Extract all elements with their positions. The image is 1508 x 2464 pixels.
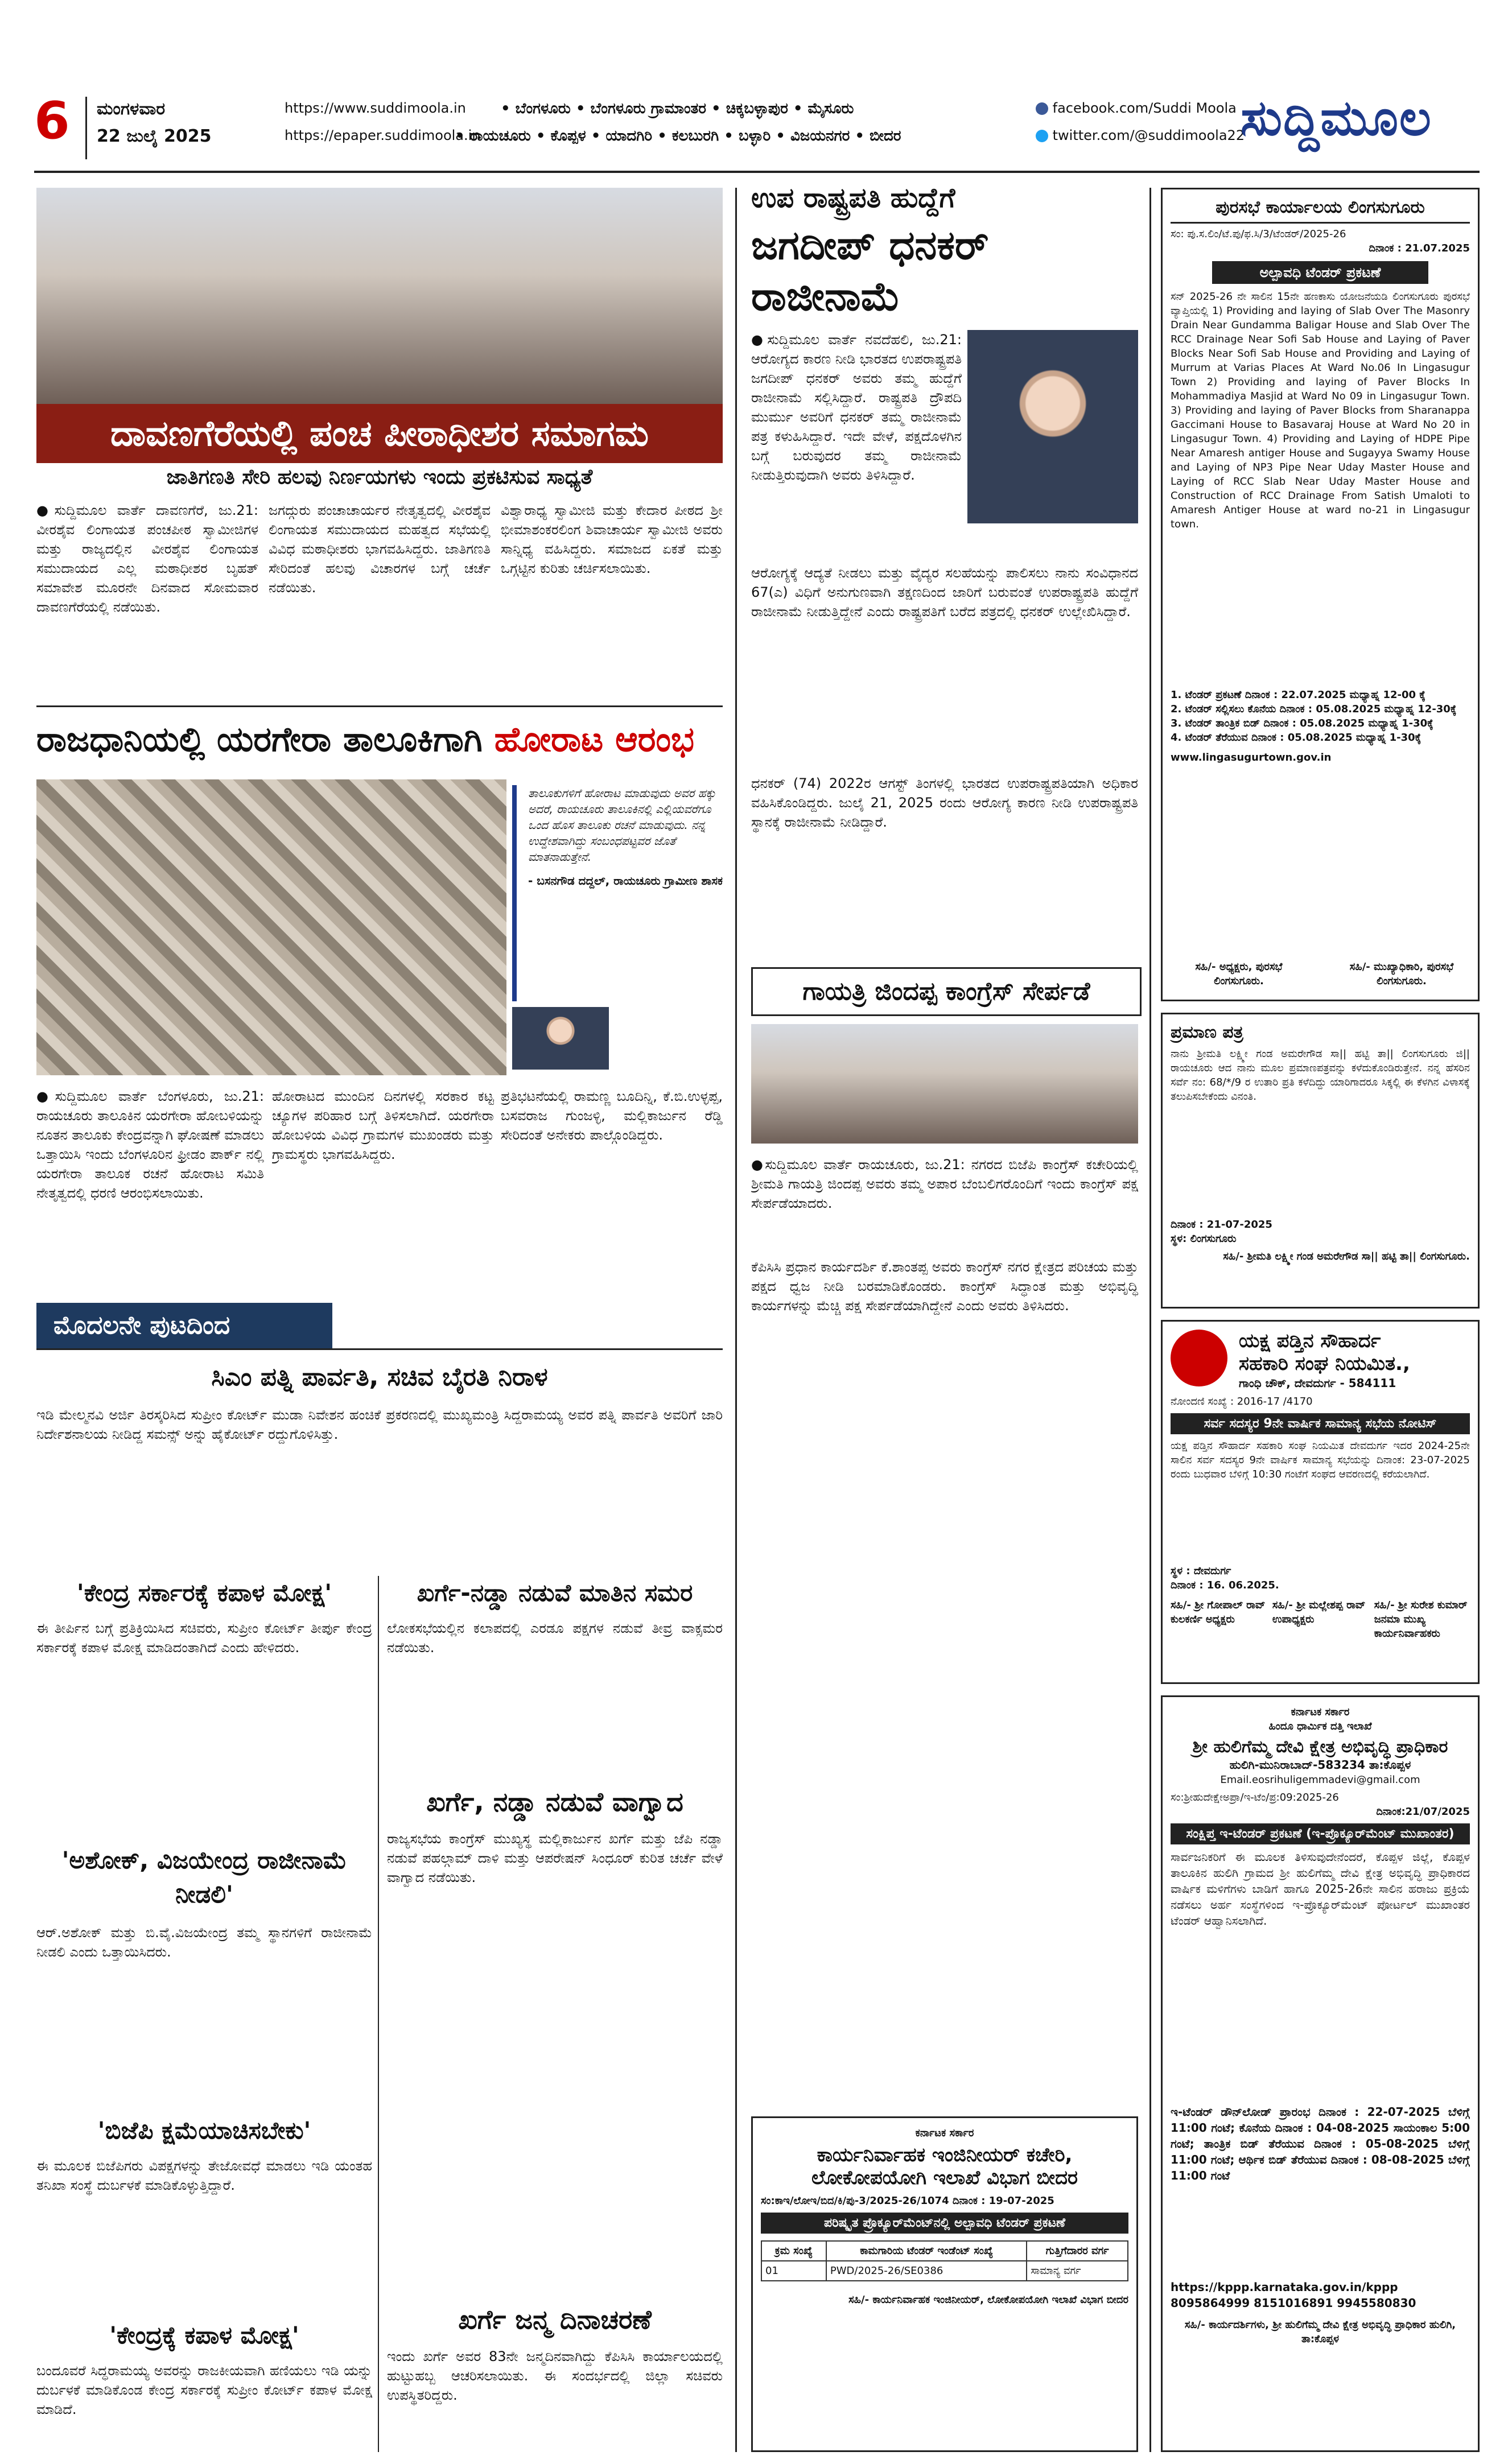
protest-photo (36, 779, 506, 1075)
pwd-td-1: 01 (761, 2261, 826, 2281)
temple-date: ದಿನಾಂಕ:21/07/2025 (1376, 1806, 1470, 1818)
tender-schedule-1: 1. ಟೆಂಡರ್ ಪ್ರಕಟಣೆ ದಿನಾಂಕ : 22.07.2025 ಮಧ್ಯಾಹ್ನ 12-00 ಕ್ಕೆ (1171, 689, 1425, 701)
vice-president-photo (967, 330, 1138, 523)
story4-body: ●ಸುದ್ದಿಮೂಲ ವಾರ್ತೆ ರಾಯಚೂರು, ಜು.21: ನಗರದ ಬಿಜೆಪಿ ಕಾಂಗ್ರೆಸ್ ಕಚೇರಿಯಲ್ಲಿ ಶ್ರೀಮತಿ ಗಾಯತ್ರಿ ಜಿಂದಪ್ಪ ಅವರು ತಮ್ಮ ಅಪಾರ ಬೆಂಬಲಿಗರೊಂದಿಗೆ ಇಂದು ಕಾಂಗ್ರೆಸ್ ಪಕ್ಷ ಸೇರ್ಪಡೆಯಾದರು. (751, 1157, 1138, 1211)
story3-headline-3: ರಾಜೀನಾಮೆ (751, 273, 900, 320)
temple-title: ಶ್ರೀ ಹುಲಿಗೆಮ್ಮ ದೇವಿ ಕ್ಷೇತ್ರ ಅಭಿವೃದ್ಧಿ ಪ್ರಾಧಿಕಾರ (1192, 1737, 1448, 1757)
story2-headline-part2: ಹೋರಾಟ ಆರಂಭ (494, 720, 695, 760)
cooperative-body: ಯಕ್ಷ ಪಡ್ತಿನ ಸೌಹಾರ್ದ ಸಹಕಾರಿ ಸಂಘ ನಿಯಮಿತ ದೇವದುರ್ಗ ಇದರ 2024-25ನೇ ಸಾಲಿನ ಸರ್ವ ಸದಸ್ಯರ 9ನೇ ವಾರ್ಷಿಕ ಸಾಮಾನ್ಯ ಸಭೆಯನ್ನು ದಿನಾಂಕ: 23-07-2025 ರಂದು ಬುಧವಾರ ಬೆಳಿಗ್ಗೆ 10:30 ಗಂಟೆಗೆ ಸಂಘದ ಆವರಣದಲ್ಲಿ ಕರೆಯಲಾಗಿದೆ. (1171, 1440, 1470, 1480)
certificate-place: ಸ್ಥಳ: ಲಿಂಗಸುಗೂರು (1171, 1233, 1237, 1245)
tender-schedule-2: 2. ಟೆಂಡರ್ ಸಲ್ಲಿಸಲು ಕೊನೆಯ ದಿನಾಂಕ : 05.08.2025 ಮಧ್ಯಾಹ್ನ 12-30ಕ್ಕೆ (1171, 703, 1457, 715)
url-epaper-link[interactable]: https://epaper.suddimoola.in (285, 127, 481, 143)
cooperative-notice: ಸರ್ವ ಸದಸ್ಯರ 9ನೇ ವಾರ್ಷಿಕ ಸಾಮಾನ್ಯ ಸಭೆಯ ನೋಟಿಸ್ (1171, 1413, 1470, 1434)
tender-body: ಸನ್ 2025-26 ನೇ ಸಾಲಿನ 15ನೇ ಹಣಕಾಸು ಯೋಜನೆಯಡಿ ಲಿಂಗಸುಗೂರು ಪುರಸಭೆ ವ್ಯಾಪ್ತಿಯಲ್ಲಿ 1) Providing and laying of Slab Over The Masonry Drain Near Gundamma Baligar House and Slab Over The RCC Drainage Near Sofi Sab House and Laying of Paver Blocks Near Sofi Sab House and Providing and Laying of Murrum at Varias Places At Ward No.06 In Lingasugur Town 2) Providing and laying of Paver Blocks In Mohammadiya Masjid at Ward No 09 in Lingasugur Town. 3) Providing and laying of Paver Blocks from Sharanappa Gaccimani House to Basavaraj House at Ward No 20 in Lingasugur Town. 4) Providing and Laying of HDPE Pipe Near Amaresh antiger House and Sugayya Swamy House and Laying of NP3 Pipe Near Uday Master House and Laying of RCC Slab Near Uday Master House and Construction of RCC Drainage From Satish Umaloti to Amaresh Antiger House at ward no-21 in Lingasugur town. (1171, 291, 1470, 530)
story2-body-col3: ಪ್ರತಿಭಟನೆಯಲ್ಲಿ ರಾಮಣ್ಣ ಬೂದಿನ್ನಿ, ಕೆ.ಬಿ.ಉಳ್ಳಪ್ಪ, ಬಸವರಾಜ ಗುಂಜಳ್ಳಿ, ಮಲ್ಲಿಕಾರ್ಜುನ ರೆಡ್ಡಿ ಸೇರಿದಂತೆ ಅನೇಕರು ಪಾಲ್ಗೊಂಡಿದ್ದರು. (501, 1088, 723, 1143)
cont-body-6: ಲೋಕಸಭೆಯಲ್ಲಿನ ಕಲಾಪದಲ್ಲಿ ಎರಡೂ ಪಕ್ಷಗಳ ನಡುವೆ ತೀವ್ರ ವಾಕ್ಸಮರ ನಡೆಯಿತು. (387, 1620, 723, 1656)
cities-row-1: • ಬೆಂಗಳೂರು • ಬೆಂಗಳೂರು ಗ್ರಾಮಾಂತರ • ಚಿಕ್ಕಬಳ್ಳಾಪುರ • ಮೈಸೂರು (501, 100, 854, 117)
story1-headline: ದಾವಣಗೆರೆಯಲ್ಲಿ ಪಂಚ ಪೀಠಾಧೀಶರ ಸಮಾಗಮ (110, 412, 649, 454)
tender-ref: ಸಂ: ಪು.ಸ.ಲಿಂ/ಟೆ.ಪು/ಫ.ಸಿ/3/ಟೆಂಡರ್/2025-26 (1171, 228, 1346, 240)
header-day: ಮಂಗಳವಾರ (97, 99, 166, 119)
masthead-logo: ಸುದ್ದಿಮೂಲ (1241, 90, 1432, 147)
pwd-gov: ಕರ್ನಾಟಕ ಸರ್ಕಾರ (915, 2127, 974, 2139)
cont-headline-3: 'ಅಶೋಕ್, ವಿಜಯೇಂದ್ರ ರಾಜೀನಾಮೆ ನೀಡಲಿ' (61, 1846, 347, 1908)
story2-quote: ತಾಲೂಕುಗಳಿಗೆ ಹೋರಾಟ ಮಾಡುವುದು ಅವರ ಹಕ್ಕು ಅದರೆ, ರಾಯಚೂರು ತಾಲೂಕಿನಲ್ಲಿ ಎಲ್ಲಿಯವರೆಗೂ ಒಂದ ಹೊಸ ತಾಲೂಕು ರಚನೆ ಮಾಡುವುದು. ನನ್ನ ಉದ್ದೇಶವಾಗಿದ್ದು ಸಂಬಂಧಪಟ್ಟವರ ಜೊತೆ ಮಾತನಾಡುತ್ತೇನೆ. (528, 786, 716, 864)
page-header (34, 90, 1480, 171)
pwd-th-2: ಕಾಮಗಾರಿಯ ಟೆಂಡರ್ ಇಂಡೆಂಟ್ ಸಂಖ್ಯೆ (826, 2241, 1027, 2261)
header-date: 22 ಜುಲೈ 2025 (97, 126, 212, 146)
cooperative-signs (1171, 1598, 1470, 1641)
story1-body-col3: ವಿಶ್ವಾರಾಧ್ಯ ಸ್ವಾಮೀಜಿ ಮತ್ತು ಕೇದಾರ ಪೀಠದ ಶ್ರೀ ಭೀಮಾಶಂಕರಲಿಂಗ ಶಿವಾಚಾರ್ಯ ಸ್ವಾಮೀಜಿ ಅವರು ಸಾನ್ನಿಧ್ಯ ವಹಿಸಿದ್ದರು. ಸಮಾಜದ ಏಕತೆ ಮತ್ತು ಒಗ್ಗಟ್ಟಿನ ಕುರಿತು ಚರ್ಚಿಸಲಾಯಿತು. (501, 502, 723, 576)
section-head-rule (36, 1348, 723, 1350)
cooperative-sign-2: ಸಹಿ/- ಶ್ರೀ ಮಲ್ಲೇಶಪ್ಪ ರಾವ್ ಉಪಾಧ್ಯಕ್ಷರು (1272, 1599, 1366, 1625)
twitter-icon (1036, 130, 1048, 142)
temple-tender-ad (1161, 1695, 1480, 2452)
tender-sign-right: ಸಹಿ/- ಮುಖ್ಯಾಧಿಕಾರಿ, ಪುರಸಭೆ ಲಿಂಗಸುಗೂರು. (1349, 961, 1454, 987)
seers-photo (36, 188, 723, 404)
tender-schedule-3: 3. ಟೆಂಡರ್ ತಾಂತ್ರಿಕ ಬಿಡ್ ದಿನಾಂಕ : 05.08.2025 ಮಧ್ಯಾಹ್ನ 1-30ಕ್ಕೆ (1171, 717, 1433, 729)
cont-body-8: ಇಂದು ಖರ್ಗೆ ಅವರ 83ನೇ ಜನ್ಮದಿನವಾಗಿದ್ದು ಕೆಪಿಸಿಸಿ ಕಾರ್ಯಾಲಯದಲ್ಲಿ ಹುಟ್ಟುಹಬ್ಬ ಆಚರಿಸಲಾಯಿತು. ಈ ಸಂದರ್ಭದಲ್ಲಿ ಜಿಲ್ಲಾ ಸಚಿವರು ಉಪಸ್ಥಿತರಿದ್ದರು. (387, 2349, 723, 2403)
tender-schedule-4: 4. ಟೆಂಡರ್ ತೆರೆಯುವ ದಿನಾಂಕ : 05.08.2025 ಮಧ್ಯಾಹ್ನ 1-30ಕ್ಕೆ (1171, 732, 1422, 744)
cont-body-1: ಇಡಿ ಮೇಲ್ಮನವಿ ಅರ್ಜಿ ತಿರಸ್ಕರಿಸಿದ ಸುಪ್ರೀಂ ಕೋರ್ಟ್ ಮುಡಾ ನಿವೇಶನ ಹಂಚಿಕೆ ಪ್ರಕರಣದಲ್ಲಿ ಮುಖ್ಯಮಂತ್ರಿ ಸಿದ್ದರಾಮಯ್ಯ ಅವರ ಪತ್ನಿ ಪಾರ್ವತಿ ಅವರಿಗೆ ಜಾರಿ ನಿರ್ದೇಶನಾಲಯ ನೀಡಿದ್ದ ಸಮನ್ಸ್ ಅನ್ನು ಹೈಕೋರ್ಟ್ ರದ್ದುಗೊಳಿಸಿತ್ತು. (36, 1407, 723, 1442)
cont-headline-4: 'ಬಿಜೆಪಿ ಕ್ಷಮೆಯಾಚಿಸಬೇಕು' (97, 2116, 311, 2144)
cooperative-sign-1: ಸಹಿ/- ಶ್ರೀ ಗೋಪಾಲ್ ರಾವ್ ಕುಲಕರ್ಣಿ ಅಧ್ಯಕ್ಷರು (1171, 1599, 1266, 1625)
twitter-link[interactable] (1036, 127, 1245, 143)
cont-body-2: ಈ ತೀರ್ಪಿನ ಬಗ್ಗೆ ಪ್ರತಿಕ್ರಿಯಿಸಿದ ಸಚಿವರು, ಸುಪ್ರೀಂ ಕೋರ್ಟ್ ತೀರ್ಪು ಕೇಂದ್ರ ಸರ್ಕಾರಕ್ಕೆ ಕಪಾಳ ಮೋಕ್ಷ ಮಾಡಿದಂತಾಗಿದೆ ಎಂದು ಹೇಳಿದರು. (36, 1620, 372, 1656)
story3-body-3: ಧನಕರ್ (74) 2022ರ ಆಗಸ್ಟ್ ತಿಂಗಳಲ್ಲಿ ಭಾರತದ ಉಪರಾಷ್ಟ್ರಪತಿಯಾಗಿ ಅಧಿಕಾರ ವಹಿಸಿಕೊಂಡಿದ್ದರು. ಜುಲೈ 21, 2025 ರಂದು ಆರೋಗ್ಯ ಕಾರಣ ನೀಡಿ ಉಪರಾಷ್ಟ್ರಪತಿ ಸ್ಥಾನಕ್ಕೆ ರಾಜೀನಾಮೆ ನೀಡಿದ್ದಾರೆ. (751, 775, 1138, 830)
cont-column-divider (378, 1576, 379, 2452)
temple-schedule: ಇ-ಟೆಂಡರ್ ಡೌನ್‌ಲೋಡ್ ಪ್ರಾರಂಭ ದಿನಾಂಕ : 22-07-2025 ಬೆಳಿಗ್ಗೆ 11:00 ಗಂಟೆ; ಕೊನೆಯ ದಿನಾಂಕ : 04-08-2025 ಸಾಯಂಕಾಲ 5:00 ಗಂಟೆ; ತಾಂತ್ರಿಕ ಬಿಡ್ ತೆರೆಯುವ ದಿನಾಂಕ : 05-08-2025 ಬೆಳಿಗ್ಗೆ 11:00 ಗಂಟೆ; ಆರ್ಥಿಕ ಬಿಡ್ ತೆರೆಯುವ ದಿನಾಂಕ : 08-08-2025 ಬೆಳಿಗ್ಗೆ 11:00 ಗಂಟೆ (1171, 2105, 1470, 2182)
cont-headline-8: ಖರ್ಗೆ ಜನ್ಮ ದಿನಾಚರಣೆ (458, 2304, 652, 2335)
story1-bottom-rule (36, 705, 723, 707)
cooperative-ad (1161, 1320, 1480, 1684)
cont-headline-5: 'ಕೇಂದ್ರಕ್ಕೆ ಕಪಾಳ ಮೋಕ್ಷ' (109, 2321, 299, 2349)
facebook-text: facebook.com/Suddi Moola (1052, 100, 1237, 116)
tender-date: ದಿನಾಂಕ : 21.07.2025 (1369, 242, 1470, 254)
story2-body-col2: ಹೋರಾಟದ ಮುಂದಿನ ದಿನಗಳಲ್ಲಿ ಸರಕಾರ ಕಟ್ಟ ಚ್ಯೂಗಳ ಪರಿಹಾರ ಬಗ್ಗೆ ತಿಳಿಸಲಾಗಿದೆ. ಯರಗೇರಾ ಹೋಬಳಿಯ ವಿವಿಧ ಗ್ರಾಮಗಳ ಮುಖಂಡರು ಮತ್ತು ಗ್ರಾಮಸ್ಥರು ಭಾಗವಹಿಸಿದ್ದರು. (272, 1088, 494, 1162)
cooperative-date: ದಿನಾಂಕ : 16. 06.2025. (1171, 1579, 1279, 1591)
tender-sign-left: ಸಹಿ/- ಅಧ್ಯಕ್ಷರು, ಪುರಸಭೆ ಲಿಂಗಸುಗೂರು. (1195, 961, 1283, 987)
congress-joining-photo (751, 1024, 1138, 1144)
url-website-link[interactable]: https://www.suddimoola.in (285, 100, 466, 116)
temple-dept: ಹಿಂದೂ ಧಾರ್ಮಿಕ ದತ್ತಿ ಇಲಾಖೆ (1268, 1720, 1372, 1732)
cont-headline-6: ಖರ್ಗೆ-ನಡ್ಡಾ ನಡುವೆ ಮಾತಿನ ಸಮರ (417, 1579, 693, 1607)
facebook-link[interactable] (1036, 100, 1237, 116)
section-head-text: ಮೊದಲನೇ ಪುಟದಿಂದ (53, 1311, 230, 1340)
pwd-sign: ಸಹಿ/- ಕಾರ್ಯನಿರ್ವಾಹಕ ಇಂಜಿನೀಯರ್, ಲೋಕೋಪಯೋಗಿ ಇಲಾಖೆ ವಿಭಾಗ ಬೀದರ (848, 2294, 1128, 2306)
header-rule (34, 171, 1480, 173)
tender-website[interactable]: www.lingasugurtown.gov.in (1171, 752, 1332, 763)
cont-body-7: ರಾಜ್ಯಸಭೆಯ ಕಾಂಗ್ರೆಸ್ ಮುಖ್ಯಸ್ಥ ಮಲ್ಲಿಕಾರ್ಜುನ ಖರ್ಗೆ ಮತ್ತು ಜೆಪಿ ನಡ್ಡಾ ನಡುವೆ ಪಹಲ್ಗಾಮ್ ದಾಳಿ ಮತ್ತು ಆಪರೇಷನ್ ಸಿಂಧೂರ್ ಕುರಿತ ಚರ್ಚೆ ವೇಳೆ ವಾಗ್ವಾದ ನಡೆಯಿತು. (387, 1831, 723, 1885)
temple-body: ಸಾರ್ವಜನಿಕರಿಗೆ ಈ ಮೂಲಕ ತಿಳಿಸುವುದೇನೆಂದರೆ, ಕೊಪ್ಪಳ ಜಿಲ್ಲೆ, ಕೊಪ್ಪಳ ತಾಲೂಕಿನ ಹುಲಿಗಿ ಗ್ರಾಮದ ಶ್ರೀ ಹುಲಿಗೆಮ್ಮ ದೇವಿ ಕ್ಷೇತ್ರ ಅಭಿವೃದ್ಧಿ ಪ್ರಾಧಿಕಾರದ ವಾರ್ಷಿಕ ಮಳಿಗೆಗಳು ಬಾಡಿಗೆ ಹಾಗೂ 2025-26ನೇ ಸಾಲಿನ ಹರಾಜು ಪ್ರಕ್ರಿಯೆ ನಡೆಸಲು ಅರ್ಹ ಸಂಸ್ಥೆಗಳಿಂದ ಇ-ಪ್ರೊಕ್ಯೂರ್‌ಮೆಂಟ್ ಪೋರ್ಟಲ್ ಮುಖಾಂತರ ಟೆಂಡರ್ ಆಹ್ವಾನಿಸಲಾಗಿದೆ. (1171, 1850, 1470, 1928)
pwd-td-2: PWD/2025-26/SE0386 (826, 2261, 1027, 2281)
temple-address: ಹುಲಿಗಿ-ಮುನಿರಾಬಾದ್-583234 ತಾ:ಕೊಪ್ಪಳ (1229, 1758, 1411, 1772)
story2-body-col1: ●ಸುದ್ದಿಮೂಲ ವಾರ್ತೆ ಬೆಂಗಳೂರು, ಜು.21: ರಾಯಚೂರು ತಾಲೂಕಿನ ಯರಗೇರಾ ಹೋಬಳಿಯನ್ನು ನೂತನ ತಾಲೂಕು ಕೇಂದ್ರವನ್ನಾಗಿ ಘೋಷಣೆ ಮಾಡಲು ಒತ್ತಾಯಿಸಿ ಇಂದು ಬೆಂಗಳೂರಿನ ಫ್ರೀಡಂ ಪಾರ್ಕ್ ನಲ್ಲಿ ಯರಗೇರಾ ತಾಲೂಕ ರಚನೆ ಹೋರಾಟ ಸಮಿತಿ ನೇತೃತ್ವದಲ್ಲಿ ಧರಣಿ ಆರಂಭಿಸಲಾಯಿತು. (36, 1088, 264, 1201)
temple-gov: ಕರ್ನಾಟಕ ಸರ್ಕಾರ (1291, 1706, 1350, 1718)
story3-headline-2: ಜಗದೀಪ್ ಧನಕರ್ (751, 222, 989, 269)
section-head-continued (36, 1303, 332, 1348)
pwd-th-1: ಕ್ರಮ ಸಂಖ್ಯೆ (761, 2241, 826, 2261)
cont-body-5: ಬಂದೂವರೆ ಸಿದ್ಧರಾಮಯ್ಯ ಅವರನ್ನು ರಾಜಕೀಯವಾಗಿ ಹಣಿಯಲು ಇಡಿ ಯನ್ನು ದುರ್ಬಳಕೆ ಮಾಡಿಕೊಂಡ ಕೇಂದ್ರ ಸರ್ಕಾರಕ್ಕೆ ಸುಪ್ರೀಂ ಕೋರ್ಟ್ ಕಪಾಳ ಮೋಕ್ಷ ಮಾಡಿದೆ. (36, 2363, 372, 2417)
cooperative-name-1: ಯಕ್ಷ ಪಡ್ತಿನ ಸೌಹಾರ್ದ (1239, 1330, 1381, 1352)
cooperative-sign-3: ಸಹಿ/- ಶ್ರೀ ಸುರೇಶ ಕುಮಾರ್ ಜನಮಾ ಮುಖ್ಯ ಕಾರ್ಯನಿರ್ವಾಹಕರು (1374, 1599, 1468, 1640)
story1-body-col2: ಜಗದ್ಗುರು ಪಂಚಾಚಾರ್ಯರ ನೇತೃತ್ವದಲ್ಲಿ ವೀರಶೈವ ಲಿಂಗಾಯತ ಸಮುದಾಯದ ಮಹತ್ವದ ಸಭೆಯಲ್ಲಿ ವಿವಿಧ ಮಠಾಧೀಶರು ಭಾಗವಹಿಸಿದ್ದರು. ಜಾತಿಗಣತಿ ಸೇರಿದಂತೆ ಹಲವು ವಿಚಾರಗಳ ಬಗ್ಗೆ ಚರ್ಚೆ ನಡೆಯಿತು. (269, 502, 491, 596)
certificate-body: ನಾನು ಶ್ರೀಮತಿ ಲಕ್ಷ್ಮೀ ಗಂಡ ಅಮರೇಗೌಡ ಸಾ|| ಹಟ್ಟಿ ತಾ|| ಲಿಂಗಸುಗೂರು ಜಿ|| ರಾಯಚೂರು ಆದ ನಾನು ಮೂಲ ಪ್ರಮಾಣಪತ್ರವನ್ನು ಕಳೆದುಕೊಂಡಿರುತ್ತೇನೆ. ನನ್ನ ಹೆಸರಿನ ಸರ್ವೆ ನಂ: 68/*/9 ರ ಉತಾರಿ ಪ್ರತಿ ಕಳೆದಿದ್ದು ಯಾರಿಗಾದರೂ ಸಿಕ್ಕಲ್ಲಿ ಈ ಕೆಳಗಿನ ವಿಳಾಸಕ್ಕೆ ತಲುಪಿಸಬೇಕೆಂದು ವಿನಂತಿ. (1171, 1048, 1470, 1103)
pwd-table (761, 2240, 1128, 2281)
cities-row-2: • ರಾಯಚೂರು • ಕೊಪ್ಪಳ • ಯಾದಗಿರಿ • ಕಲಬುರಗಿ • ಬಳ್ಳಾರಿ • ವಿಜಯನಗರ • ಬೀದರ (455, 127, 901, 145)
pwd-ref: ಸಂ:ಕಾಇ/ಲೋಇ/ಬಿದ/ಕಿ/ಪು-3/2025-26/1074 ದಿನಾಂಕ : 19-07-2025 (761, 2195, 1054, 2207)
cooperative-place: ಸ್ಥಳ : ದೇವದುರ್ಗ (1171, 1565, 1231, 1577)
header-divider (85, 97, 87, 159)
cont-headline-2: 'ಕೇಂದ್ರ ಸರ್ಕಾರಕ್ಕೆ ಕಪಾಳ ಮೋಕ್ಷ' (76, 1579, 332, 1607)
cooperative-name-2: ಸಹಕಾರಿ ಸಂಘ ನಿಯಮಿತ., (1239, 1352, 1410, 1375)
certificate-date: ದಿನಾಂಕ : 21-07-2025 (1171, 1219, 1272, 1231)
certificate-title: ಪ್ರಮಾಣ ಪತ್ರ (1171, 1022, 1243, 1042)
mla-photo (512, 1007, 609, 1070)
pwd-tender-ad (751, 2116, 1138, 2452)
story3-body-2: ಆರೋಗ್ಯಕ್ಕೆ ಆದ್ಯತೆ ನೀಡಲು ಮತ್ತು ವೈದ್ಯರ ಸಲಹೆಯನ್ನು ಪಾಲಿಸಲು ನಾನು ಸಂವಿಧಾನದ 67(ಎ) ವಿಧಿಗೆ ಅನುಗುಣವಾಗಿ ತಕ್ಷಣದಿಂದ ಜಾರಿಗೆ ಬರುವಂತೆ ಉಪರಾಷ್ಟ್ರಪತಿ ಹುದ್ದೆಗೆ ರಾಜೀನಾಮೆ ನೀಡುತ್ತಿದ್ದೇನೆ ಎಂದು ರಾಷ್ಟ್ರಪತಿಗೆ ಬರೆದ ಪತ್ರದಲ್ಲಿ ಧನಕರ್ ಉಲ್ಲೇಖಿಸಿದ್ದಾರೆ. (751, 565, 1138, 620)
temple-notice: ಸಂಕ್ಷಿಪ್ತ ಇ-ಟೆಂಡರ್ ಪ್ರಕಟಣೆ (ಇ-ಪ್ರೊಕ್ಯೂರ್‌ಮೆಂಟ್ ಮುಖಾಂತರ) (1171, 1823, 1470, 1844)
temple-website[interactable]: https://kppp.karnataka.gov.in/kppp (1171, 2280, 1398, 2294)
temple-email[interactable]: Email.eosrihuligemmadevi@gmail.com (1220, 1774, 1420, 1786)
pwd-td-3: ಸಾಮಾನ್ಯ ವರ್ಗ (1027, 2261, 1128, 2281)
story1-subhead: ಜಾತಿಗಣತಿ ಸೇರಿ ಹಲವು ನಿರ್ಣಯಗಳು ಇಂದು ಪ್ರಕಟಿಸುವ ಸಾಧ್ಯತೆ (166, 465, 593, 489)
tender-org: ಪುರಸಭೆ ಕಾರ್ಯಾಲಯ ಲಿಂಗಸುಗೂರು (1171, 197, 1470, 224)
cooperative-reg: ನೋಂದಣಿ ಸಂಖ್ಯೆ : 2016-17 /4170 (1171, 1396, 1313, 1408)
right-column-divider (1149, 188, 1151, 2452)
story4-headline-box (751, 967, 1142, 1016)
story3-body-1: ●ಸುದ್ದಿಮೂಲ ವಾರ್ತೆ ನವದೆಹಲಿ, ಜು.21: ಆರೋಗ್ಯದ ಕಾರಣ ನೀಡಿ ಭಾರತದ ಉಪರಾಷ್ಟ್ರಪತಿ ಜಗದೀಪ್ ಧನಕರ್ ಅವರು ತಮ್ಮ ಹುದ್ದೆಗೆ ರಾಜೀನಾಮೆ ಸಲ್ಲಿಸಿದ್ದಾರೆ. ರಾಷ್ಟ್ರಪತಿ ದ್ರೌಪದಿ ಮುರ್ಮು ಅವರಿಗೆ ಧನಕರ್ ತಮ್ಮ ರಾಜೀನಾಮೆ ಪತ್ರ ಕಳುಹಿಸಿದ್ದಾರೆ. ಇದೇ ವೇಳೆ, ಪಕ್ಷದೊಳಗಿನ ಬಗ್ಗೆ ಬರುವುದರ ತಮ್ಮ ರಾಜೀನಾಮೆ ನೀಡುತ್ತಿರುವುದಾಗಿ ಅವರು ತಿಳಿಸಿದ್ದಾರೆ. (751, 332, 962, 483)
certificate-ad (1161, 1013, 1480, 1309)
story1-headline-banner (36, 404, 723, 463)
pwd-title: ಕಾರ್ಯನಿರ್ವಾಹಕ ಇಂಜಿನೀಯರ್ ಕಚೇರಿ, (817, 2144, 1073, 2166)
story1-body-col1: ●ಸುದ್ದಿಮೂಲ ವಾರ್ತೆ ದಾವಣಗೆರೆ, ಜು.21: ವೀರಶೈವ ಲಿಂಗಾಯತ ಪಂಚಪೀಠ ಸ್ವಾಮೀಜಿಗಳ ಮತ್ತು ರಾಜ್ಯದಲ್ಲಿನ ವೀರಶೈವ ಲಿಂಗಾಯತ ಸಮುದಾಯದ ಎಲ್ಲ ಮಠಾಧೀಶರ ಬೃಹತ್ ಸಮಾವೇಶ ಮೂರನೇ ದಿನವಾದ ಸೋಮವಾರ ದಾವಣಗೆರೆಯಲ್ಲಿ ನಡೆಯಿತು. (36, 502, 258, 615)
pwd-title-2: ಲೋಕೋಪಯೋಗಿ ಇಲಾಖೆ ವಿಭಾಗ ಬೀದರ (811, 2166, 1078, 2189)
certificate-sign: ಸಹಿ/- ಶ್ರೀಮತಿ ಲಕ್ಷ್ಮೀ ಗಂಡ ಅಮರೇಗೌಡ ಸಾ|| ಹಟ್ಟಿ ತಾ|| ಲಿಂಗಸುಗೂರು. (1223, 1250, 1470, 1262)
page-number: 6 (34, 91, 70, 151)
municipal-tender-ad (1161, 188, 1480, 1001)
temple-phones: 8095864999 8151016891 9945580830 (1171, 2296, 1416, 2310)
story2-quote-box (512, 785, 723, 1001)
story2-headline (36, 717, 723, 762)
cont-headline-1: ಸಿಎಂ ಪತ್ನಿ ಪಾರ್ವತಿ, ಸಚಿವ ಬೈರತಿ ನಿರಾಳ (211, 1363, 548, 1392)
cooperative-logo (1171, 1330, 1227, 1386)
cont-body-4: ಈ ಮೂಲಕ ಬಿಜೆಪಿಗರು ವಿಪಕ್ಷಗಳನ್ನು ತೇಜೋವಧೆ ಮಾಡಲು ಇಡಿ ಯಂತಹ ತನಿಖಾ ಸಂಸ್ಥೆ ದುರ್ಬಳಕೆ ಮಾಡಿಕೊಳ್ಳುತ್ತಿದ್ದಾರೆ. (36, 2158, 372, 2193)
story2-headline-part1: ರಾಜಧಾನಿಯಲ್ಲಿ ಯರಗೇರಾ ತಾಲೂಕಿಗಾಗಿ (36, 720, 483, 760)
pwd-th-3: ಗುತ್ತಿಗೆದಾರರ ವರ್ಗ (1027, 2241, 1128, 2261)
story4-headline: ಗಾಯತ್ರಿ ಜಿಂದಪ್ಪ ಕಾಂಗ್ರೆಸ್ ಸೇರ್ಪಡೆ (802, 977, 1090, 1006)
cooperative-address: ಗಾಂಧಿ ಚೌಕ್, ದೇವದುರ್ಗ - 584111 (1239, 1376, 1396, 1390)
cont-body-3: ಆರ್.ಅಶೋಕ್ ಮತ್ತು ಬಿ.ವೈ.ವಿಜಯೇಂದ್ರ ತಮ್ಮ ಸ್ಥಾನಗಳಿಗೆ ರಾಜೀನಾಮೆ ನೀಡಲಿ ಎಂದು ಒತ್ತಾಯಿಸಿದರು. (36, 1925, 372, 1960)
temple-ref: ಸಂ:ಶ್ರೀಹುದೇಕ್ಷೇಅಪ್ರಾ/ಇ-ಟೆಂ/ಪ್ರ:09:2025-26 (1171, 1792, 1339, 1803)
twitter-text: twitter.com/@suddimoola22 (1052, 127, 1245, 143)
story4-body-2: ಕೆಪಿಸಿಸಿ ಪ್ರಧಾನ ಕಾರ್ಯದರ್ಶಿ ಕೆ.ಶಾಂತಪ್ಪ ಅವರು ಕಾಂಗ್ರೆಸ್ ನಗರ ಕ್ಷೇತ್ರದ ಪರಿಚಯ ಮತ್ತು ಪಕ್ಷದ ಧ್ವಜ ನೀಡಿ ಬರಮಾಡಿಕೊಂಡರು. ಕಾಂಗ್ರೆಸ್ ಸಿದ್ಧಾಂತ ಮತ್ತು ಅಭಿವೃದ್ಧಿ ಕಾರ್ಯಗಳನ್ನು ಮೆಚ್ಚಿ ಪಕ್ಷ ಸೇರ್ಪಡೆಯಾಗಿದ್ದೇನೆ ಎಂದು ಅವರು ತಿಳಿಸಿದರು. (751, 1259, 1138, 1314)
tender-title: ಅಲ್ಪಾವಧಿ ಟೆಂಡರ್ ಪ್ರಕಟಣೆ (1212, 261, 1428, 284)
main-column-divider (735, 188, 737, 2452)
story2-quote-author: - ಬಸನಗೌಡ ದದ್ದಲ್, ರಾಯಚೂರು ಗ್ರಾಮೀಣ ಶಾಸಕ (528, 874, 723, 888)
pwd-notice: ಪರಿಷ್ಕೃತ ಪ್ರೊಕ್ಯೂರ್‌ಮೆಂಟ್‌ನಲ್ಲಿ ಅಲ್ಪಾವಧಿ ಟೆಂಡರ್ ಪ್ರಕಟಣೆ (761, 2213, 1128, 2234)
cont-headline-7: ಖರ್ಗೆ, ನಡ್ಡಾ ನಡುವೆ ವಾಗ್ವಾದ (426, 1786, 683, 1817)
facebook-icon (1036, 102, 1048, 115)
story3-headline-1: ಉಪ ರಾಷ್ಟ್ರಪತಿ ಹುದ್ದೆಗೆ (751, 182, 955, 214)
temple-sign: ಸಹಿ/- ಕಾರ್ಯದರ್ಶಿಗಳು, ಶ್ರೀ ಹುಲಿಗೆಮ್ಮ ದೇವಿ ಕ್ಷೇತ್ರ ಅಭಿವೃದ್ಧಿ ಪ್ರಾಧಿಕಾರ ಹುಲಿಗಿ, ತಾ:ಕೊಪ್ಪಳ (1184, 2319, 1456, 2345)
